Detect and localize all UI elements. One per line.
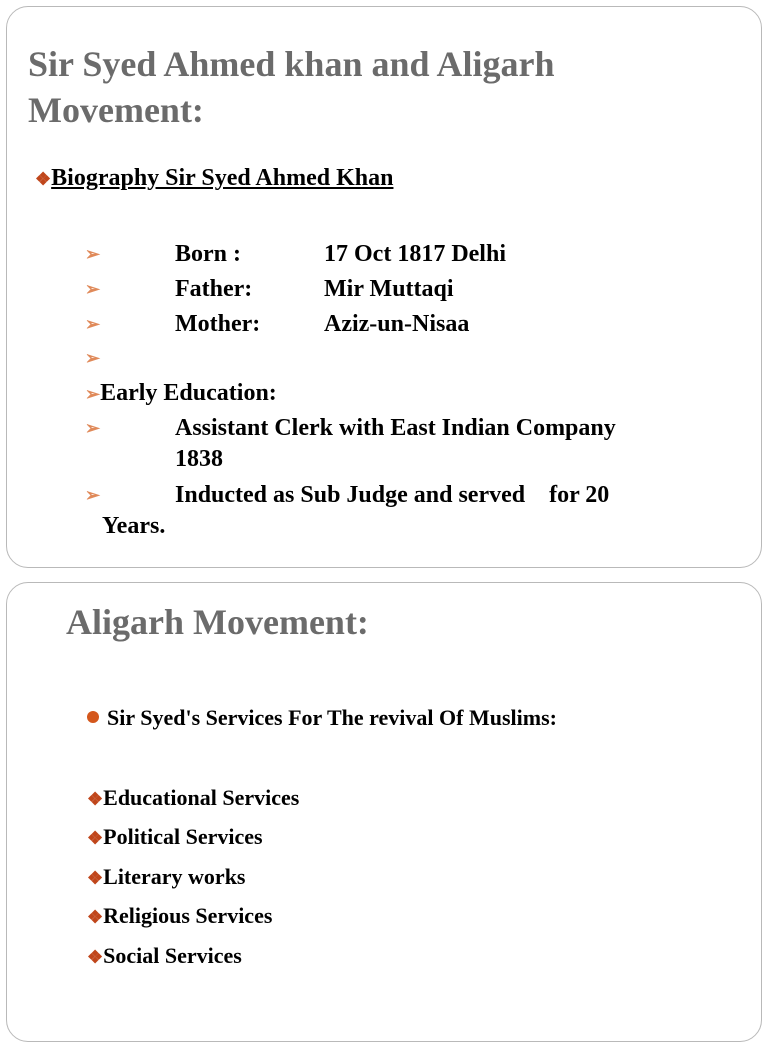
clerk-year: 1838 — [175, 446, 223, 472]
judge-line — [85, 480, 745, 511]
main-point-text: Sir Syed's Services For The revival Of Muslims: — [107, 705, 557, 730]
service-item — [87, 864, 246, 890]
diamond-bullet-icon: ❖ — [87, 907, 104, 927]
dot-bullet-icon — [87, 711, 99, 723]
biography-heading-label: Biography Sir Syed Ahmed Khan — [51, 165, 394, 191]
biography-heading — [35, 165, 393, 192]
bio-row-empty — [85, 343, 125, 374]
bio-value: Aziz-un-Nisaa — [324, 311, 470, 337]
bio-row-born — [85, 239, 685, 270]
service-item — [87, 943, 242, 969]
arrow-bullet-icon: ➢ — [85, 314, 101, 334]
slide-aligarh-movement — [6, 582, 762, 1042]
bio-row-mother — [85, 309, 685, 340]
arrow-bullet-icon: ➢ — [85, 485, 101, 505]
early-education-label: Early Education: — [100, 380, 277, 406]
bio-key: Mother: — [175, 311, 261, 337]
clerk-text: Assistant Clerk with East Indian Company — [175, 415, 616, 441]
service-label: Social Services — [103, 943, 242, 968]
service-item — [87, 903, 272, 929]
bio-row-father — [85, 274, 685, 305]
early-education-line — [85, 378, 277, 410]
diamond-bullet-icon: ❖ — [87, 828, 104, 848]
judge-years: Years. — [102, 513, 166, 539]
bio-value: 17 Oct 1817 Delhi — [324, 241, 506, 267]
arrow-bullet-icon: ➢ — [85, 279, 101, 299]
bio-value: Mir Muttaqi — [324, 276, 454, 302]
arrow-bullet-icon: ➢ — [85, 418, 101, 438]
main-point — [87, 705, 557, 731]
slide-title: Aligarh Movement: — [66, 602, 369, 642]
diamond-bullet-icon: ❖ — [87, 947, 104, 967]
service-item — [87, 824, 263, 850]
arrow-bullet-icon: ➢ — [85, 348, 101, 368]
slide-title: Sir Syed Ahmed khan and Aligarh Movement: — [28, 44, 555, 130]
diamond-bullet-icon: ❖ — [87, 789, 104, 809]
service-label: Religious Services — [103, 903, 273, 928]
service-label: Political Services — [103, 824, 263, 849]
clerk-line — [85, 413, 745, 444]
slide-biography — [6, 6, 762, 568]
service-label: Educational Services — [103, 785, 300, 810]
diamond-bullet-icon: ❖ — [87, 868, 104, 888]
diamond-bullet-icon: ❖ — [35, 169, 52, 189]
bio-key: Born : — [175, 241, 241, 267]
service-item — [87, 785, 299, 811]
service-label: Literary works — [103, 864, 246, 889]
bio-key: Father: — [175, 276, 253, 302]
arrow-bullet-icon: ➢ — [85, 384, 101, 404]
judge-text: Inducted as Sub Judge and served for 20 — [175, 482, 610, 508]
arrow-bullet-icon: ➢ — [85, 244, 101, 264]
